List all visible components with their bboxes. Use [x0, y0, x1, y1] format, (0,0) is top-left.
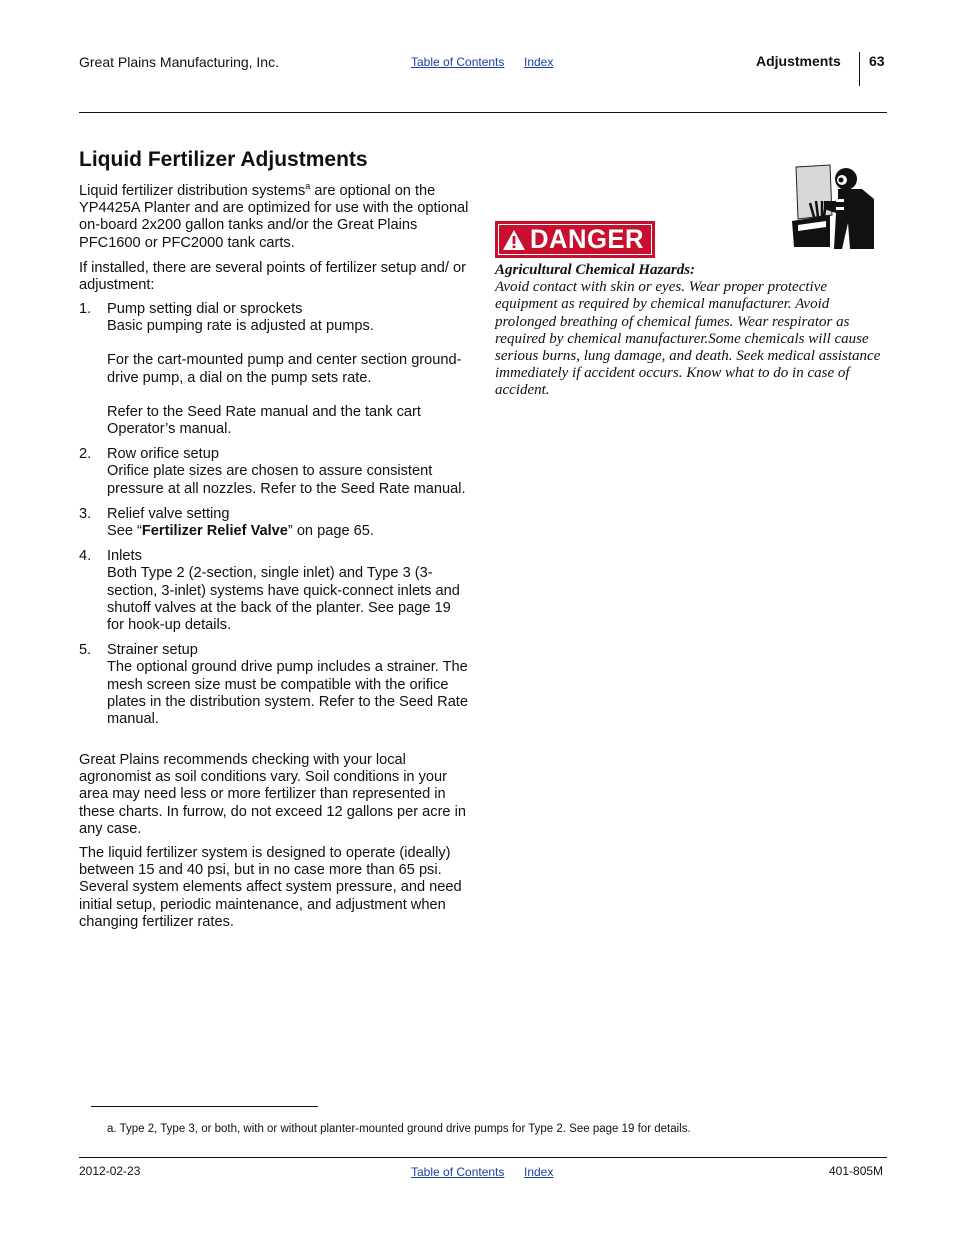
warning-triangle-icon [502, 229, 526, 251]
page-number: 63 [869, 53, 885, 69]
list-item-heading: Relief valve setting [107, 505, 230, 522]
adjustment-list [79, 301, 471, 736]
list-item-heading: Inlets [107, 548, 142, 565]
setup-paragraph: If installed, there are several points of fertilizer setup and/ or adjustment: [79, 260, 466, 294]
document-number: 401-805M [829, 1164, 884, 1178]
list-item: 2. Row orifice setup Orifice plate sizes are chosen to assure consistent pressure at all nozzles. Refer to the Seed Rate manual. [79, 446, 471, 498]
footnote-marker: a [305, 181, 311, 191]
header-toc-link[interactable]: Table of Contents [411, 55, 505, 69]
system-pressure-paragraph: The liquid fertilizer system is designed to operate (ideally) between 15 and 40 psi, but in no case more than 65 psi. Several system elements affect system pressure, and need initial setup, periodic maintenance, and adjustment when changing fertilizer rates. [79, 845, 462, 930]
footnote: a. Type 2, Type 3, or both, with or without planter-mounted ground drive pumps for Type 2. See page 19 for details. [107, 1123, 691, 1135]
section-name: Adjustments [756, 53, 841, 69]
cross-reference: Fertilizer Relief Valve [141, 523, 288, 540]
list-item-heading: Strainer setup [107, 642, 198, 659]
list-item: 5. Strainer setup The optional ground drive pump includes a strainer. The mesh screen size must be compatible with the orifice plates in the distribution system. Refer to the Seed Rate manual. [79, 642, 471, 728]
footer-index-link[interactable]: Index [524, 1165, 554, 1179]
header-divider [859, 52, 860, 86]
footer-date: 2012-02-23 [79, 1164, 141, 1178]
footer-toc-link[interactable]: Table of Contents [411, 1165, 505, 1179]
list-item: 1. Pump setting dial or sprockets Basic pumping rate is adjusted at pumps. For the cart-mounted pump and center section ground-drive pump, a dial on the pump sets rate. Refer to the Seed Rate manual and the tank cart Operator’s manual. [79, 301, 471, 438]
list-item: 4. Inlets Both Type 2 (2-section, single inlet) and Type 3 (3-section, 3-inlet) systems have quick-connect inlets and shutoff valves at the back of the planter. See page 19 for hook-up details. [79, 548, 471, 634]
list-item: 3. Relief valve setting See “Fertilizer Relief Valve” on page 65. [79, 506, 471, 540]
page-title: Liquid Fertilizer Adjustments [79, 148, 368, 171]
hazard-text: Avoid contact with skin or eyes. Wear proper protective equipment as required by chemical manufacturer. Avoid prolonged breathing of chemical fumes. Wear respirator as required by chemical manufacturer.Some chemicals will cause serious burns, lung damage, and death. Seek medical assistance immediately if accident occurs. Know what to do in case of accident. [495, 279, 881, 399]
footer-rule [79, 1157, 887, 1158]
hazard-title: Agricultural Chemical Hazards: [495, 262, 696, 278]
chemical-hazard-icon [790, 163, 876, 251]
company-name: Great Plains Manufacturing, Inc. [79, 54, 279, 70]
hazard-message [495, 262, 890, 400]
intro-paragraph: Liquid fertilizer distribution systems$^a$ are optional on the YP4425A Planter and are optimized for use with the optional on-board 2x200 gallon tanks and/or the Great Plains PFC1600 or PFC2000 tank carts. [79, 181, 469, 251]
danger-label: DANGER [495, 221, 655, 258]
list-item-heading: Pump setting dial or sprockets [107, 301, 303, 317]
list-item-heading: Row orifice setup [107, 446, 219, 463]
header-rule [79, 112, 887, 113]
recommendation-paragraph: Great Plains recommends checking with your local agronomist as soil conditions vary. Soil conditions in your area may need less or more fertilizer than represented in these charts. In furrow, do not exceed 12 gallons per acre in any case. [79, 752, 466, 837]
header-index-link[interactable]: Index [524, 55, 554, 69]
footnote-rule [91, 1106, 318, 1107]
